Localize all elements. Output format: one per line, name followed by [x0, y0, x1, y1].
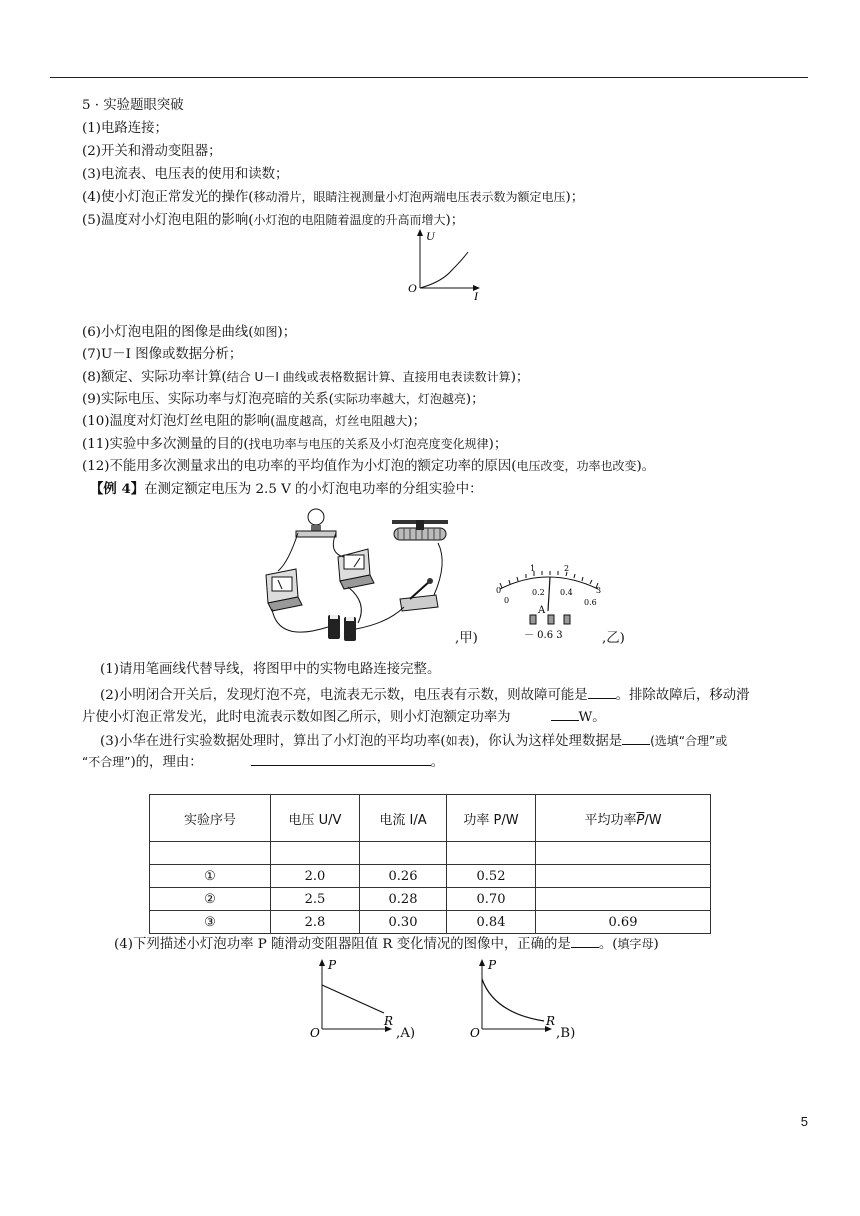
table-row [150, 842, 711, 865]
blank-2b[interactable] [551, 706, 579, 721]
ui-graph-x-label: I [474, 289, 478, 302]
meter-bottom-tick-3: 0.6 [584, 598, 597, 607]
item-4: (4)使小灯泡正常发光的操作(移动滑片，眼睛注视测量小灯泡两端电压表示数为额定电压)； [82, 190, 585, 205]
table-cell [360, 842, 447, 865]
meter-unit: A [538, 605, 546, 616]
table-cell: 2.5 [271, 888, 360, 911]
item-3: (3)电流表、电压表的使用和读数； [82, 167, 289, 182]
item-11: (11)实验中多次测量的目的(找电功率与电压的关系及小灯泡亮度变化规律)； [82, 437, 508, 452]
item-10: (10)温度对灯泡灯丝电阻的影响(温度越高，灯丝电阻越大)； [82, 414, 427, 429]
example-intro: 【例 4】在测定额定电压为 2.5 V 的小灯泡电功率的分组实验中： [90, 481, 483, 497]
table-cell: 0.28 [360, 888, 447, 911]
blank-3a[interactable] [622, 730, 650, 745]
meter-terminals: － 0.6 3 [524, 630, 563, 641]
table-cell [150, 842, 271, 865]
question-1: (1)请用笔画线代替导线，将图甲中的实物电路连接完整。 [100, 662, 441, 677]
table-cell: 0.70 [447, 888, 536, 911]
graph-a-x-label: R [384, 1014, 394, 1028]
figure-jia-caption: ,甲) [455, 631, 478, 646]
terminal-icon [530, 615, 570, 624]
table-cell [536, 842, 711, 865]
item-6: (6)小灯泡电阻的图像是曲线(如图)； [82, 325, 297, 340]
table-cell: 0.52 [447, 865, 536, 888]
graph-a-y-label: P [328, 958, 337, 972]
table-cell: 2.0 [271, 865, 360, 888]
rheostat-icon [392, 520, 448, 540]
table-header-cell-avg: 平均功率$\overline{P}/W$ [536, 795, 711, 842]
graph-a-origin: O [310, 1026, 320, 1039]
table-cell [536, 888, 711, 911]
question-3-line-2: “不合理”)的，理由： 。 [82, 751, 444, 773]
graph-a-caption: ,A) [396, 1026, 416, 1041]
meter-bottom-tick-2: 0.4 [560, 588, 573, 597]
table-row [150, 888, 711, 911]
ammeter-icon [266, 569, 302, 611]
battery-icon [328, 615, 356, 641]
question-3-line-1: (3)小华在进行实验数据处理时，算出了小灯泡的平均功率(如表)，你认为这样处理数据是 (选填“合理”或 [100, 730, 727, 752]
ui-curve-graph [404, 226, 494, 302]
switch-icon [400, 578, 438, 611]
blank-2a[interactable] [588, 684, 616, 699]
graph-b-x-label: R [546, 1014, 556, 1028]
table-header-row [150, 795, 711, 842]
data-table [149, 794, 711, 934]
table-header-cell: 功率 P/W [447, 795, 536, 842]
table-row [150, 911, 711, 934]
blank-4[interactable] [571, 933, 599, 948]
table-header-cell: 实验序号 [150, 795, 271, 842]
table-cell: 2.8 [271, 911, 360, 934]
meter-bottom-tick-0: 0 [504, 596, 510, 605]
question-2-line-2: 片使小灯泡正常发光，此时电流表示数如图乙所示，则小灯泡额定功率为 W。 [82, 706, 606, 728]
question-4: (4)下列描述小灯泡功率 P 随滑动变阻器阻值 R 变化情况的图像中，正确的是 。(填字母) [114, 933, 659, 955]
meter-top-tick-2: 2 [564, 564, 570, 573]
graph-b-origin: O [470, 1026, 480, 1039]
item-8: (8)额定、实际功率计算(结合 U－I 曲线或表格数据计算、直接用电表读数计算)； [82, 370, 530, 385]
table-cell: ② [150, 888, 271, 911]
table-cell: 0.84 [447, 911, 536, 934]
meter-bottom-tick-1: 0.2 [532, 588, 545, 597]
table-cell [447, 842, 536, 865]
graph-b-caption: ,B) [556, 1026, 576, 1041]
item-1: (1)电路连接； [82, 121, 168, 136]
figure-yi-caption: ,乙) [602, 631, 625, 646]
meter-top-tick-1: 1 [530, 564, 536, 573]
table-cell [271, 842, 360, 865]
graph-a [306, 955, 398, 1039]
section-heading: 5 · 实验题眼突破 [82, 98, 184, 113]
ammeter-reading-figure [486, 563, 616, 647]
table-cell: 0.69 [536, 911, 711, 934]
voltmeter-icon [338, 549, 374, 589]
rheostat-figure [388, 518, 452, 548]
table-header-cell: 电流 I/A [360, 795, 447, 842]
table-header-cell: 电压 U/V [271, 795, 360, 842]
question-2-line-1: (2)小明闭合开关后，发现灯泡不亮，电流表无示数，电压表有示数，则故障可能是 。排除故障后，移动滑 [100, 684, 750, 706]
meter-top-tick-0: 0 [496, 586, 502, 595]
table-cell: 0.26 [360, 865, 447, 888]
item-7: (7)U－I 图像或数据分析； [82, 347, 243, 362]
table-cell [536, 865, 711, 888]
graph-b [466, 955, 558, 1039]
example-label: 【例 4】 [90, 481, 145, 497]
bulb-icon [296, 509, 336, 537]
table-row [150, 865, 711, 888]
item-12: (12)不能用多次测量求出的电功率的平均值作为小灯泡的额定功率的原因(电压改变，功率也改变)。 [82, 459, 656, 474]
table-cell: ① [150, 865, 271, 888]
blank-3b[interactable] [251, 751, 431, 766]
item-5: (5)温度对小灯泡电阻的影响(小灯泡的电阻随着温度的升高而增大)； [82, 213, 465, 228]
meter-top-tick-3: 3 [596, 586, 602, 595]
meter-pointer [548, 577, 550, 611]
table-cell: 0.30 [360, 911, 447, 934]
item-9: (9)实际电压、实际功率与灯泡亮暗的关系(实际功率越大，灯泡越亮)； [82, 392, 485, 407]
table-cell: ③ [150, 911, 271, 934]
page-number: 5 [800, 1114, 808, 1129]
ui-graph-y-label: U [426, 229, 435, 243]
graph-b-y-label: P [488, 958, 497, 972]
item-2: (2)开关和滑动变阻器； [82, 144, 222, 159]
header-rule [50, 77, 808, 78]
ui-graph-origin: O [408, 281, 417, 295]
